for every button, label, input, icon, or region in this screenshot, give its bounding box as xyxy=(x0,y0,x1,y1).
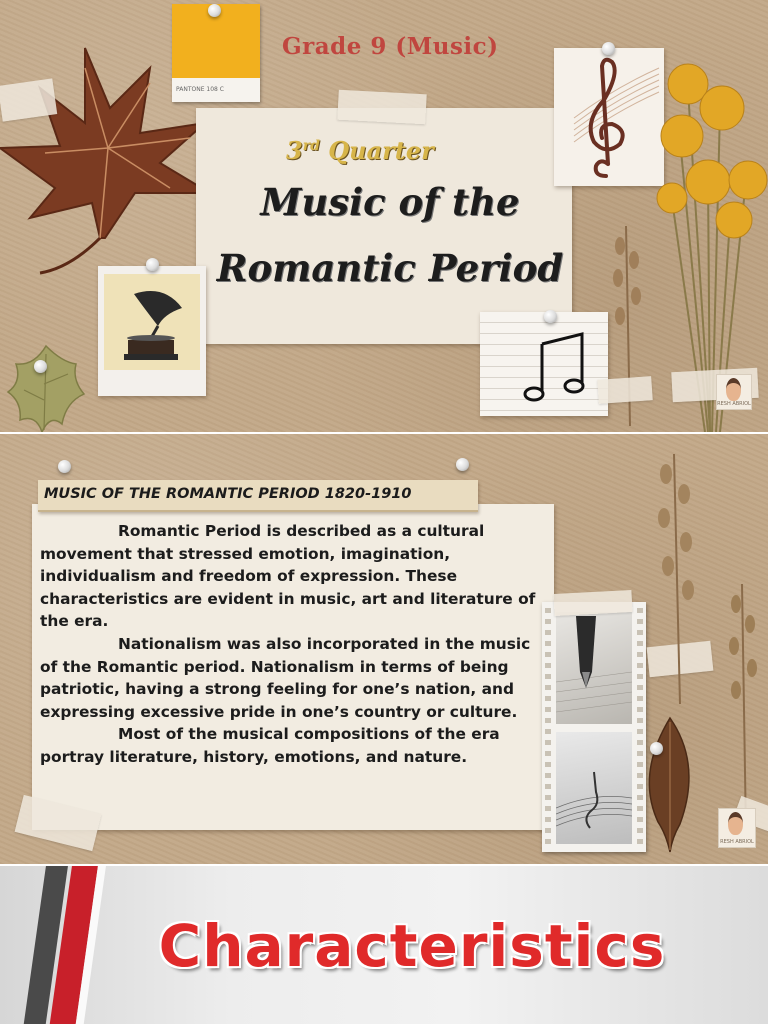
brown-leaf-icon xyxy=(640,714,700,854)
pin-icon xyxy=(58,460,71,473)
paragraph: Nationalism was also incorporated in the music of the Romantic period. Nationalism in terms of being patriotic, having a strong feeling for one’s nation, and expressing excessive pride in one’s country or culture. xyxy=(40,634,531,721)
presenter-avatar xyxy=(716,374,752,410)
tape-strip xyxy=(337,90,426,125)
slide-characteristics xyxy=(0,866,768,1024)
pin-icon xyxy=(208,4,221,17)
main-title-line2: Romantic Period xyxy=(216,246,564,290)
quarter-number: 3 xyxy=(286,136,303,165)
characteristics-title: Characteristics xyxy=(158,912,666,980)
avatar-caption: RESH ABRIOL xyxy=(720,839,754,845)
grade-label: Grade 9 (Music) xyxy=(282,33,499,60)
treble-clef-icon xyxy=(554,48,664,186)
maple-leaf-icon xyxy=(0,28,220,288)
slide-title xyxy=(0,0,768,432)
dried-stalk-icon xyxy=(640,454,710,704)
body-text xyxy=(40,520,548,769)
quarter-label xyxy=(286,136,434,165)
tape-strip xyxy=(597,376,653,404)
pin-icon xyxy=(544,310,557,323)
pantone-swatch-label: PANTONE 108 C xyxy=(176,86,224,93)
phonograph-polaroid xyxy=(98,266,206,396)
paragraph: Romantic Period is described as a cultural movement that stressed emotion, imagination, individualism and freedom of expression. These characteristics are evident in music, art and literature of the era. xyxy=(40,522,536,631)
tape-strip xyxy=(553,590,632,616)
green-leaf-icon xyxy=(6,344,86,432)
pin-icon xyxy=(146,258,159,271)
slide-romantic-period xyxy=(0,434,768,864)
pin-icon xyxy=(34,360,47,373)
fountain-pen-icon xyxy=(556,612,632,724)
section-header xyxy=(38,480,478,512)
quarter-suffix: rd xyxy=(302,138,320,154)
phonograph-icon xyxy=(104,274,200,370)
music-note-icon xyxy=(480,312,608,416)
quarter-word: Quarter xyxy=(328,136,434,165)
avatar-caption: RESH ABRIOL xyxy=(717,401,751,407)
presenter-avatar xyxy=(718,808,756,848)
fountain-pen-photo xyxy=(556,612,632,724)
film-strip xyxy=(542,602,646,852)
sheet-music-photo xyxy=(556,732,632,844)
treble-clef-card xyxy=(554,48,664,186)
main-title-line1: Music of the xyxy=(260,180,520,224)
section-header-text: MUSIC OF THE ROMANTIC PERIOD 1820-1910 xyxy=(44,486,412,502)
sheet-music-icon xyxy=(556,732,632,844)
pin-icon xyxy=(456,458,469,471)
pin-icon xyxy=(650,742,663,755)
torn-paper-left xyxy=(0,78,57,121)
paragraph: Most of the musical compositions of the era portray literature, history, emotions, and nature. xyxy=(40,725,500,766)
avatar-face-icon xyxy=(726,378,741,401)
music-note-card xyxy=(480,312,608,416)
avatar-face-icon xyxy=(728,812,743,835)
pin-icon xyxy=(602,42,615,55)
